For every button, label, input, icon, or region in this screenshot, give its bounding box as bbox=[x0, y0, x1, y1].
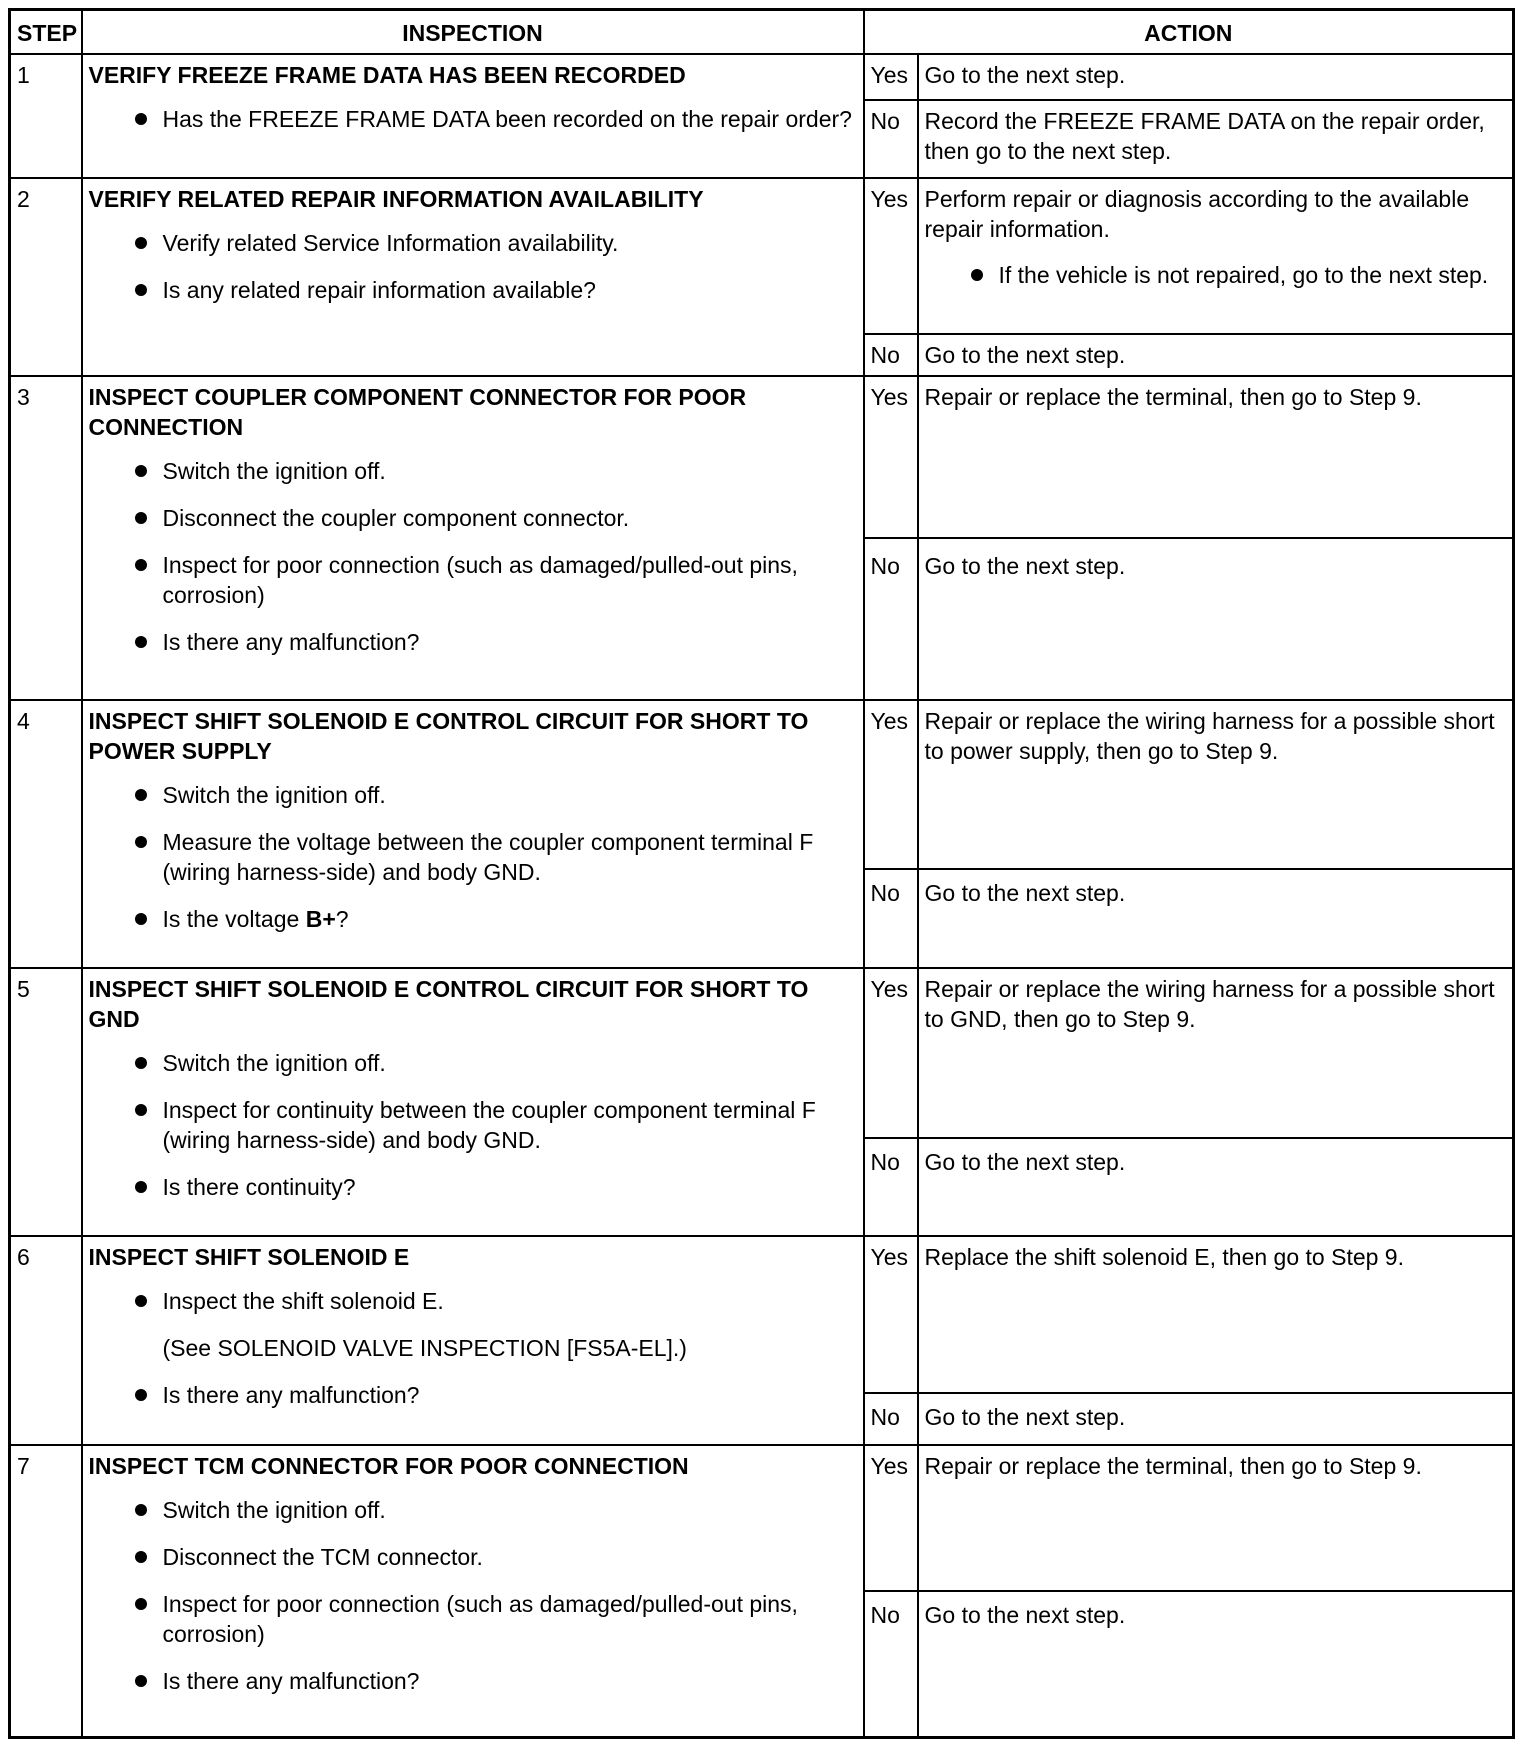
inspection-list bbox=[89, 456, 857, 657]
yes-action: Repair or replace the wiring harness for a possible short to power supply, then go to Step 9. bbox=[918, 700, 1514, 869]
no-action: Go to the next step. bbox=[918, 334, 1514, 376]
step-number: 1 bbox=[10, 54, 82, 178]
yes-label: Yes bbox=[864, 376, 918, 538]
step-number: 2 bbox=[10, 178, 82, 376]
inspection-item: Inspect for poor connection (such as damaged/pulled-out pins, corrosion) bbox=[89, 1589, 857, 1649]
no-action: Go to the next step. bbox=[918, 1138, 1514, 1236]
inspection-item: Verify related Service Information availability. bbox=[89, 228, 857, 258]
inspection-item: Disconnect the TCM connector. bbox=[89, 1542, 857, 1572]
inspection-cell bbox=[82, 700, 864, 968]
step-2-yes-row bbox=[10, 178, 1514, 334]
no-label: No bbox=[864, 1138, 918, 1236]
inspection-title: INSPECT COUPLER COMPONENT CONNECTOR FOR POOR CONNECTION bbox=[88, 384, 747, 440]
no-action: Go to the next step. bbox=[918, 1393, 1514, 1445]
yes-label: Yes bbox=[864, 54, 918, 100]
inspection-item: Switch the ignition off. bbox=[89, 1495, 857, 1525]
table-header-row bbox=[10, 10, 1514, 55]
inspection-item-text: Is the voltage bbox=[162, 906, 306, 932]
step-number: 3 bbox=[10, 376, 82, 700]
step-1-yes-row bbox=[10, 54, 1514, 100]
inspection-cell bbox=[82, 376, 864, 700]
no-action: Go to the next step. bbox=[918, 538, 1514, 700]
inspection-item: Switch the ignition off. bbox=[89, 1048, 857, 1078]
inspection-item: Disconnect the coupler component connector. bbox=[89, 503, 857, 533]
step-5-yes-row bbox=[10, 968, 1514, 1138]
inspection-item: Is there any malfunction? bbox=[89, 627, 857, 657]
inspection-cell bbox=[82, 178, 864, 376]
no-label: No bbox=[864, 1393, 918, 1445]
no-label: No bbox=[864, 538, 918, 700]
yes-action: Perform repair or diagnosis according to the available repair information. bbox=[924, 186, 1470, 242]
step-6-yes-row bbox=[10, 1236, 1514, 1393]
step-column-header: STEP bbox=[10, 10, 82, 55]
yes-label: Yes bbox=[864, 700, 918, 869]
inspection-item bbox=[89, 904, 857, 934]
inspection-item: Is any related repair information available? bbox=[89, 275, 857, 305]
no-label: No bbox=[864, 334, 918, 376]
no-action: Record the FREEZE FRAME DATA on the repair order, then go to the next step. bbox=[918, 100, 1514, 178]
inspection-title: INSPECT TCM CONNECTOR FOR POOR CONNECTION bbox=[88, 1453, 689, 1479]
yes-action: Repair or replace the wiring harness for a possible short to GND, then go to Step 9. bbox=[918, 968, 1514, 1138]
no-label: No bbox=[864, 100, 918, 178]
yes-label: Yes bbox=[864, 1236, 918, 1393]
yes-action-cell bbox=[918, 178, 1514, 334]
inspection-item: Inspect for poor connection (such as damaged/pulled-out pins, corrosion) bbox=[89, 550, 857, 610]
inspection-list bbox=[89, 780, 857, 934]
inspection-cell bbox=[82, 54, 864, 178]
inspection-item: Is there any malfunction? bbox=[89, 1380, 857, 1410]
inspection-reference: (See SOLENOID VALVE INSPECTION [FS5A-EL].) bbox=[162, 1335, 687, 1361]
inspection-cell bbox=[82, 1236, 864, 1445]
step-number: 4 bbox=[10, 700, 82, 968]
no-label: No bbox=[864, 869, 918, 968]
yes-label: Yes bbox=[864, 968, 918, 1138]
yes-action: Repair or replace the terminal, then go to Step 9. bbox=[918, 376, 1514, 538]
no-label: No bbox=[864, 1591, 918, 1737]
inspection-list bbox=[89, 1495, 857, 1696]
inspection-list bbox=[89, 228, 857, 305]
yes-action: Replace the shift solenoid E, then go to Step 9. bbox=[918, 1236, 1514, 1393]
step-3-yes-row bbox=[10, 376, 1514, 538]
inspection-title: VERIFY FREEZE FRAME DATA HAS BEEN RECORDED bbox=[88, 62, 686, 88]
inspection-cell bbox=[82, 1445, 864, 1737]
inspection-title: INSPECT SHIFT SOLENOID E CONTROL CIRCUIT FOR SHORT TO GND bbox=[88, 976, 809, 1032]
yes-action: Repair or replace the terminal, then go to Step 9. bbox=[918, 1445, 1514, 1591]
step-number: 7 bbox=[10, 1445, 82, 1737]
step-number: 6 bbox=[10, 1236, 82, 1445]
inspection-cell bbox=[82, 968, 864, 1236]
action-sub-item: If the vehicle is not repaired, go to the next step. bbox=[925, 260, 1507, 290]
inspection-item: Is there continuity? bbox=[89, 1172, 857, 1202]
inspection-column-header: INSPECTION bbox=[82, 10, 864, 55]
action-sub-list bbox=[925, 260, 1507, 290]
voltage-value: B+ bbox=[305, 906, 336, 932]
action-column-header: ACTION bbox=[864, 10, 1514, 55]
inspection-item: Switch the ignition off. bbox=[89, 456, 857, 486]
inspection-list bbox=[89, 1286, 857, 1410]
inspection-item-suffix: ? bbox=[335, 906, 349, 932]
inspection-item: Inspect the shift solenoid E. bbox=[89, 1286, 857, 1316]
yes-label: Yes bbox=[864, 178, 918, 334]
inspection-title: VERIFY RELATED REPAIR INFORMATION AVAILABILITY bbox=[88, 186, 704, 212]
inspection-list bbox=[89, 104, 857, 134]
diagnostic-procedure-page bbox=[8, 8, 1512, 1739]
inspection-item: Inspect for continuity between the coupler component terminal F (wiring harness-side) and body GND. bbox=[89, 1095, 857, 1155]
no-action: Go to the next step. bbox=[918, 869, 1514, 968]
step-7-yes-row bbox=[10, 1445, 1514, 1591]
step-4-yes-row bbox=[10, 700, 1514, 869]
inspection-title: INSPECT SHIFT SOLENOID E bbox=[88, 1244, 410, 1270]
inspection-item: Has the FREEZE FRAME DATA been recorded on the repair order? bbox=[89, 104, 857, 134]
yes-label: Yes bbox=[864, 1445, 918, 1591]
inspection-item: Switch the ignition off. bbox=[89, 780, 857, 810]
inspection-list bbox=[89, 1048, 857, 1202]
no-action: Go to the next step. bbox=[918, 1591, 1514, 1737]
inspection-title: INSPECT SHIFT SOLENOID E CONTROL CIRCUIT FOR SHORT TO POWER SUPPLY bbox=[88, 708, 809, 764]
diagnostic-procedure-table bbox=[8, 8, 1515, 1739]
inspection-item: Measure the voltage between the coupler component terminal F (wiring harness-side) and body GND. bbox=[89, 827, 857, 887]
inspection-item: Is there any malfunction? bbox=[89, 1666, 857, 1696]
yes-action: Go to the next step. bbox=[918, 54, 1514, 100]
step-number: 5 bbox=[10, 968, 82, 1236]
